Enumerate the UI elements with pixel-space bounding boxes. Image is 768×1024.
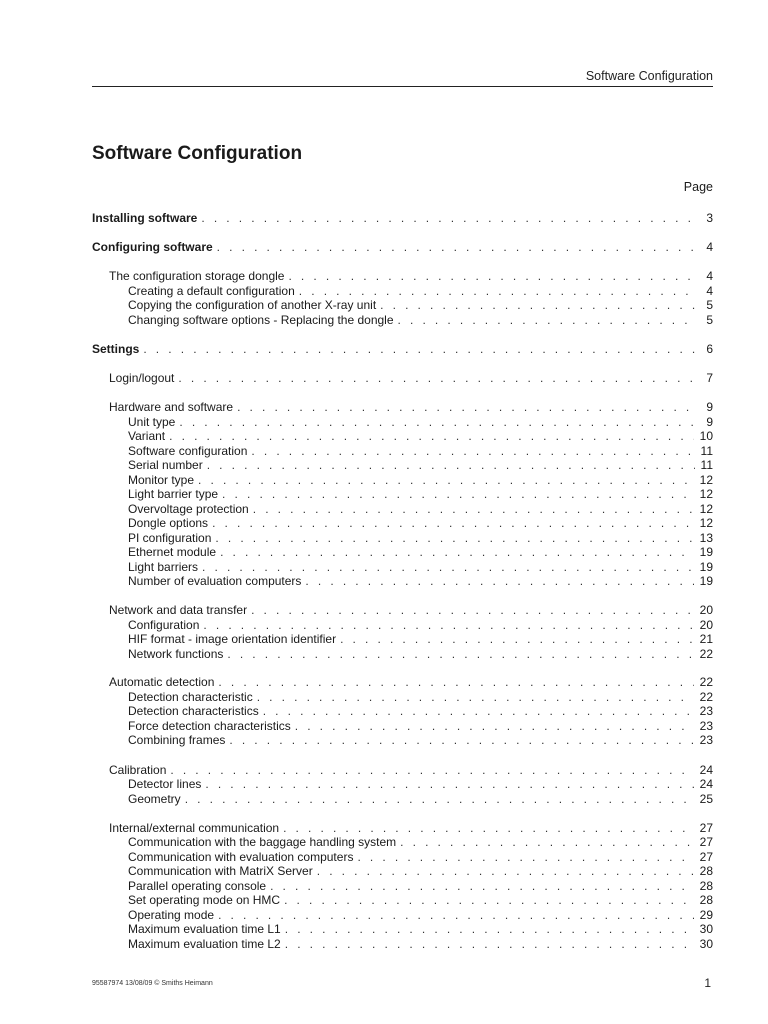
toc-entry-label: Light barrier type [128,487,219,501]
toc-entry-label: Set operating mode on HMC [128,893,281,907]
dot-leader [170,763,693,777]
dot-leader [218,675,693,689]
dot-leader [357,850,693,864]
toc-entry[interactable] [92,777,713,791]
toc-entry-label: Network and data transfer [109,603,248,617]
dot-leader [179,415,695,429]
toc-entry-page: 7 [706,371,713,385]
toc-entry-label: Maximum evaluation time L2 [128,937,281,951]
toc-entry[interactable] [92,458,713,472]
toc-entry-page: 20 [699,603,713,617]
table-of-contents [92,0,713,1000]
toc-entry-page: 4 [706,240,713,254]
toc-entry-label: Hardware and software [109,400,234,414]
toc-entry-label: Software configuration [128,444,248,458]
dot-leader [202,560,694,574]
toc-entry-label: Ethernet module [128,545,217,559]
toc-entry-page: 29 [699,908,713,922]
toc-entry-page: 27 [699,821,713,835]
toc-entry-label: Network functions [128,647,224,661]
toc-entry[interactable] [92,850,713,864]
dot-leader [212,516,694,530]
toc-entry[interactable] [92,792,713,806]
dot-leader [380,298,695,312]
toc-entry[interactable] [92,690,713,704]
dot-leader [283,821,694,835]
dot-leader [237,400,695,414]
toc-entry[interactable] [92,835,713,849]
dot-leader [251,603,694,617]
toc-entry[interactable] [92,313,713,327]
toc-entry-label: Combining frames [128,733,226,747]
toc-entry-label: Dongle options [128,516,209,530]
toc-entry[interactable] [92,864,713,878]
toc-entry[interactable] [92,502,713,516]
toc-entry-page: 28 [699,893,713,907]
toc-entry-page: 4 [706,269,713,283]
toc-entry[interactable] [92,922,713,936]
toc-entry-label: HIF format - image orientation identifier [128,632,337,646]
dot-leader [299,284,695,298]
toc-entry-page: 12 [699,516,713,530]
dot-leader [169,429,694,443]
toc-entry-label: Creating a default configuration [128,284,295,298]
toc-entry[interactable] [92,893,713,907]
toc-entry-label: Variant [128,429,166,443]
toc-entry[interactable] [92,879,713,893]
toc-entry-page: 24 [699,763,713,777]
toc-entry[interactable] [92,473,713,487]
toc-entry-page: 9 [706,400,713,414]
toc-entry-page: 5 [706,298,713,312]
toc-entry[interactable] [92,603,713,617]
toc-entry-page: 23 [699,733,713,747]
toc-entry[interactable] [92,342,713,356]
dot-leader [207,458,695,472]
toc-entry[interactable] [92,574,713,588]
toc-entry[interactable] [92,400,713,414]
toc-entry-page: 11 [700,458,713,472]
toc-entry-page: 27 [699,850,713,864]
dot-leader [398,313,695,327]
toc-entry-label: Communication with the baggage handling system [128,835,397,849]
toc-entry-label: Calibration [109,763,167,777]
toc-entry-page: 5 [706,313,713,327]
toc-entry-page: 22 [699,675,713,689]
toc-entry[interactable] [92,821,713,835]
toc-entry-page: 21 [699,632,713,646]
toc-entry-label: Changing software options - Replacing the dongle [128,313,394,327]
toc-entry[interactable] [92,298,713,312]
toc-entry-page: 4 [706,284,713,298]
footer-page-number: 1 [704,976,711,990]
toc-entry-page: 19 [699,545,713,559]
dot-leader [143,342,695,356]
toc-entry-label: Serial number [128,458,203,472]
toc-entry[interactable] [92,618,713,632]
toc-entry-page: 24 [699,777,713,791]
toc-entry-page: 30 [699,937,713,951]
toc-entry[interactable] [92,444,713,458]
page-column-label: Page [683,180,713,194]
running-header-title: Software Configuration [585,69,713,83]
toc-entry-page: 19 [699,574,713,588]
document-title: Software Configuration [92,143,303,164]
dot-leader [295,719,694,733]
toc-entry-page: 27 [699,835,713,849]
dot-leader [229,733,693,747]
toc-entry-page: 19 [699,560,713,574]
toc-entry[interactable] [92,284,713,298]
toc-entry-label: Configuring software [92,240,213,254]
toc-entry-label: Detection characteristics [128,704,259,718]
toc-entry[interactable] [92,675,713,689]
toc-entry-label: Maximum evaluation time L1 [128,922,281,936]
toc-entry[interactable] [92,632,713,646]
toc-entry-page: 12 [699,487,713,501]
toc-entry[interactable] [92,908,713,922]
toc-entry-page: 6 [706,342,713,356]
footer-doc-info: 95587974 13/08/09 © Smiths Heimann [92,980,213,987]
toc-entry[interactable] [92,733,713,747]
toc-entry-page: 20 [699,618,713,632]
dot-leader [317,864,694,878]
dot-leader [263,704,694,718]
toc-entry[interactable] [92,560,713,574]
toc-entry-page: 12 [699,502,713,516]
dot-leader [251,444,694,458]
toc-entry[interactable] [92,647,713,661]
toc-entry[interactable] [92,719,713,733]
toc-entry-label: Detector lines [128,777,202,791]
toc-entry-label: Force detection characteristics [128,719,291,733]
toc-entry-label: Settings [92,342,140,356]
toc-entry-page: 9 [706,415,713,429]
toc-entry[interactable] [92,704,713,718]
toc-entry-page: 28 [699,864,713,878]
toc-entry-page: 3 [706,211,713,225]
dot-leader [284,893,694,907]
toc-entry-page: 30 [699,922,713,936]
dot-leader [222,487,694,501]
toc-entry-label: Configuration [128,618,200,632]
dot-leader [220,545,694,559]
toc-entry-page: 11 [700,444,713,458]
toc-entry-label: Number of evaluation computers [128,574,302,588]
dot-leader [285,922,694,936]
toc-entry[interactable] [92,240,713,254]
dot-leader [227,647,693,661]
toc-entry[interactable] [92,937,713,951]
dot-leader [203,618,693,632]
dot-leader [205,777,693,791]
dot-leader [305,574,693,588]
dot-leader [178,371,695,385]
toc-entry[interactable] [92,415,713,429]
toc-entry-label: Geometry [128,792,181,806]
dot-leader [201,211,695,225]
toc-entry-page: 13 [699,531,713,545]
toc-entry-page: 28 [699,879,713,893]
toc-entry-page: 22 [699,690,713,704]
toc-entry-label: Copying the configuration of another X-ray unit [128,298,377,312]
toc-entry[interactable] [92,516,713,530]
toc-entry[interactable] [92,371,713,385]
toc-entry-label: Light barriers [128,560,199,574]
toc-entry-label: Login/logout [109,371,175,385]
dot-leader [218,908,694,922]
toc-entry-label: The configuration storage dongle [109,269,285,283]
dot-leader [185,792,694,806]
toc-entry[interactable] [92,211,713,225]
dot-leader [215,531,693,545]
toc-entry-page: 23 [699,704,713,718]
toc-entry-page: 12 [699,473,713,487]
toc-entry-label: Communication with evaluation computers [128,850,354,864]
toc-entry-label: Internal/external communication [109,821,280,835]
toc-entry-label: Unit type [128,415,176,429]
toc-entry-label: PI configuration [128,531,212,545]
toc-entry[interactable] [92,763,713,777]
toc-entry-label: Detection characteristic [128,690,253,704]
dot-leader [288,269,695,283]
toc-entry-label: Automatic detection [109,675,215,689]
toc-entry-page: 23 [699,719,713,733]
toc-entry-label: Communication with MatriX Server [128,864,313,878]
toc-entry-label: Operating mode [128,908,215,922]
dot-leader [257,690,694,704]
toc-entry[interactable] [92,429,713,443]
toc-entry-page: 10 [699,429,713,443]
dot-leader [285,937,694,951]
toc-entry-label: Overvoltage protection [128,502,249,516]
dot-leader [253,502,694,516]
dot-leader [340,632,694,646]
toc-entry[interactable] [92,545,713,559]
toc-entry-label: Parallel operating console [128,879,267,893]
toc-entry-label: Monitor type [128,473,195,487]
toc-entry-page: 22 [699,647,713,661]
toc-entry-page: 25 [699,792,713,806]
toc-entry[interactable] [92,531,713,545]
dot-leader [198,473,694,487]
dot-leader [217,240,695,254]
toc-entry[interactable] [92,487,713,501]
dot-leader [270,879,694,893]
toc-entry[interactable] [92,269,713,283]
dot-leader [400,835,693,849]
toc-entry-label: Installing software [92,211,198,225]
